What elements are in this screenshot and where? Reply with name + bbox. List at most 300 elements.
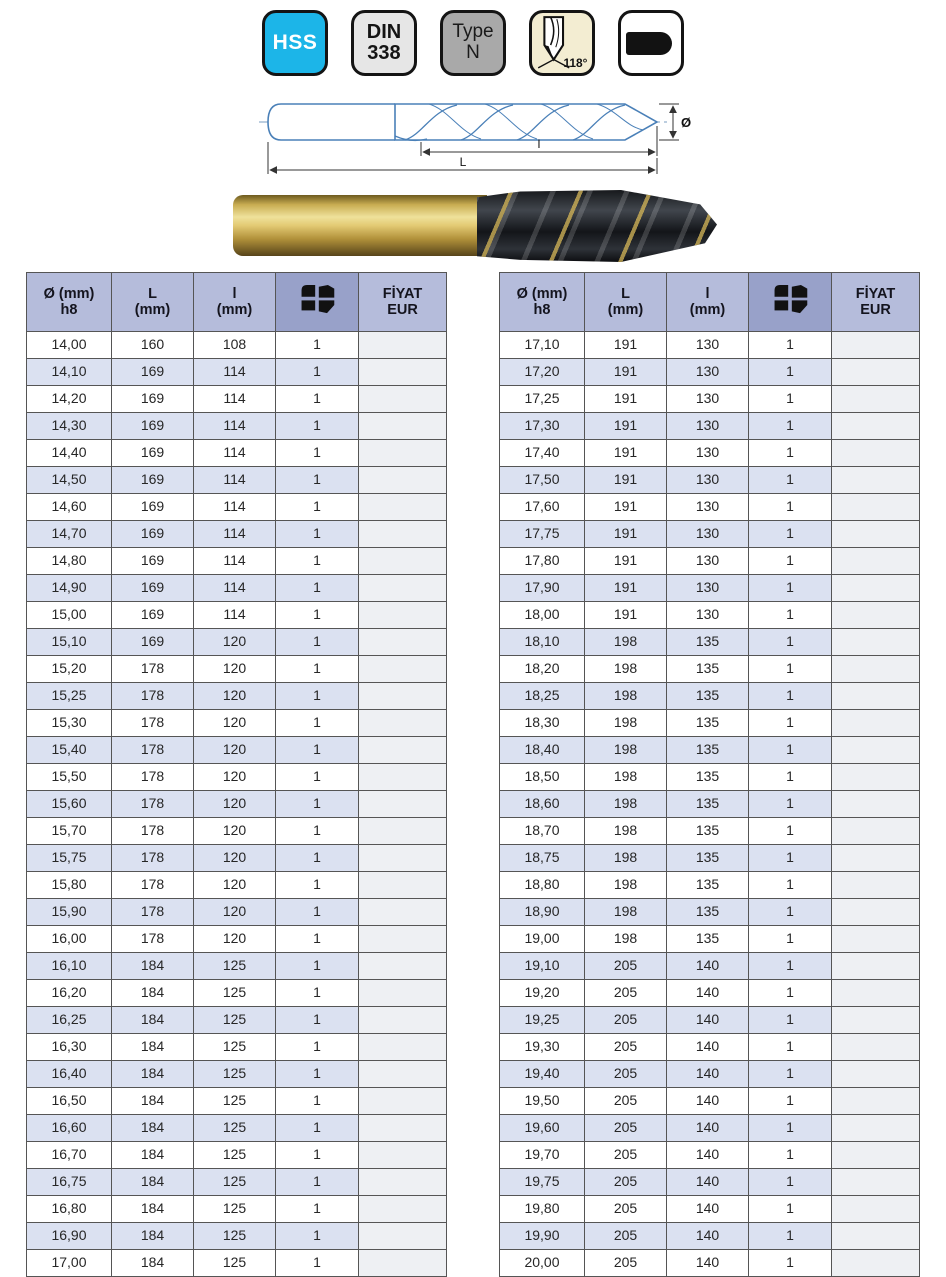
col-header-flute-length: l (mm) [194, 273, 276, 332]
price-cell [832, 899, 920, 926]
table-row [27, 494, 447, 521]
diameter-cell: 16,60 [27, 1115, 112, 1142]
total-length-cell: 191 [585, 332, 667, 359]
diameter-cell: 18,30 [500, 710, 585, 737]
price-cell [832, 1196, 920, 1223]
pack-qty-cell: 1 [276, 332, 359, 359]
diameter-cell: 19,10 [500, 953, 585, 980]
diameter-cell: 20,00 [500, 1250, 585, 1277]
flute-length-cell: 130 [667, 494, 749, 521]
diameter-cell: 15,00 [27, 602, 112, 629]
price-cell [359, 1007, 447, 1034]
table-row [500, 467, 920, 494]
diameter-cell: 14,90 [27, 575, 112, 602]
total-length-cell: 169 [112, 467, 194, 494]
col-header-diameter: Ø (mm) h8 [500, 273, 585, 332]
diameter-cell: 18,00 [500, 602, 585, 629]
total-length-cell: 184 [112, 1088, 194, 1115]
pack-qty-cell: 1 [276, 926, 359, 953]
price-cell [832, 1223, 920, 1250]
pack-qty-cell: 1 [749, 1142, 832, 1169]
table-row [27, 1169, 447, 1196]
price-cell [359, 926, 447, 953]
diameter-cell: 17,75 [500, 521, 585, 548]
flute-length-cell: 130 [667, 332, 749, 359]
price-cell [359, 575, 447, 602]
pack-qty-cell: 1 [276, 1034, 359, 1061]
pack-qty-cell: 1 [749, 953, 832, 980]
flute-length-cell: 114 [194, 413, 276, 440]
table-row [27, 359, 447, 386]
diameter-cell: 14,80 [27, 548, 112, 575]
total-length-cell: 184 [112, 953, 194, 980]
price-cell [359, 332, 447, 359]
price-cell [832, 575, 920, 602]
table-row [500, 1142, 920, 1169]
table-row [27, 926, 447, 953]
total-length-cell: 198 [585, 791, 667, 818]
flute-length-cell: 135 [667, 926, 749, 953]
price-cell [359, 413, 447, 440]
flute-length-cell: 135 [667, 629, 749, 656]
price-cell [832, 1007, 920, 1034]
diameter-cell: 15,50 [27, 764, 112, 791]
flute-length-cell: 140 [667, 1142, 749, 1169]
col-header-total-length: L (mm) [585, 273, 667, 332]
point-angle-badge [529, 10, 595, 76]
table-row [27, 764, 447, 791]
flute-length-cell: 120 [194, 629, 276, 656]
flute-length-cell: 120 [194, 872, 276, 899]
table-row [27, 683, 447, 710]
col-header-total-length: L (mm) [112, 273, 194, 332]
price-cell [832, 710, 920, 737]
total-length-cell: 191 [585, 494, 667, 521]
table-row [500, 386, 920, 413]
diameter-cell: 18,40 [500, 737, 585, 764]
table-row [27, 899, 447, 926]
pack-qty-cell: 1 [749, 683, 832, 710]
table-row [500, 710, 920, 737]
total-length-cell: 178 [112, 710, 194, 737]
table-row [500, 413, 920, 440]
flute-length-cell: 125 [194, 1061, 276, 1088]
table-row [500, 1007, 920, 1034]
table-row [500, 872, 920, 899]
diameter-dim-label: Ø [680, 115, 692, 130]
price-cell [359, 1250, 447, 1277]
price-cell [832, 332, 920, 359]
flute-length-cell: 135 [667, 845, 749, 872]
hss-badge [262, 10, 328, 76]
total-length-cell: 169 [112, 494, 194, 521]
diameter-cell: 17,25 [500, 386, 585, 413]
diameter-cell: 19,60 [500, 1115, 585, 1142]
table-row [27, 1034, 447, 1061]
flute-length-cell: 108 [194, 332, 276, 359]
total-length-cell: 178 [112, 791, 194, 818]
table-row [500, 1061, 920, 1088]
diameter-cell: 15,70 [27, 818, 112, 845]
flute-length-cell: 130 [667, 440, 749, 467]
total-length-cell: 198 [585, 710, 667, 737]
total-length-cell: 184 [112, 1223, 194, 1250]
diameter-cell: 16,75 [27, 1169, 112, 1196]
total-length-cell: 198 [585, 764, 667, 791]
total-length-cell: 198 [585, 926, 667, 953]
diameter-cell: 14,10 [27, 359, 112, 386]
pack-qty-cell: 1 [276, 467, 359, 494]
pack-qty-cell: 1 [276, 1115, 359, 1142]
price-cell [832, 845, 920, 872]
price-cell [832, 629, 920, 656]
diameter-cell: 15,30 [27, 710, 112, 737]
price-cell [359, 1142, 447, 1169]
flute-length-cell: 114 [194, 440, 276, 467]
flute-length-cell: 140 [667, 1007, 749, 1034]
diameter-cell: 19,25 [500, 1007, 585, 1034]
table-row [27, 872, 447, 899]
pack-qty-cell: 1 [749, 359, 832, 386]
pack-qty-cell: 1 [749, 710, 832, 737]
table-row [27, 440, 447, 467]
price-cell [359, 710, 447, 737]
pack-qty-cell: 1 [276, 521, 359, 548]
pack-qty-cell: 1 [749, 548, 832, 575]
pack-qty-cell: 1 [276, 440, 359, 467]
price-cell [832, 521, 920, 548]
pack-qty-cell: 1 [749, 1061, 832, 1088]
table-row [500, 1115, 920, 1142]
diameter-cell: 19,70 [500, 1142, 585, 1169]
table-row [27, 737, 447, 764]
size-table-left [26, 272, 447, 1277]
flute-length-cell: 120 [194, 710, 276, 737]
table-row [27, 1223, 447, 1250]
total-length-cell: 191 [585, 359, 667, 386]
total-length-cell: 178 [112, 737, 194, 764]
pack-qty-cell: 1 [276, 1169, 359, 1196]
pack-qty-cell: 1 [749, 791, 832, 818]
total-length-cell: 205 [585, 1034, 667, 1061]
price-cell [832, 656, 920, 683]
flute-length-cell: 135 [667, 764, 749, 791]
price-cell [359, 791, 447, 818]
pack-qty-cell: 1 [749, 926, 832, 953]
total-length-cell: 178 [112, 926, 194, 953]
cylindrical-shank-badge [618, 10, 684, 76]
flute-length-cell: 125 [194, 1169, 276, 1196]
diameter-cell: 18,60 [500, 791, 585, 818]
price-cell [359, 521, 447, 548]
flute-length-cell: 130 [667, 575, 749, 602]
price-cell [359, 764, 447, 791]
table-row [27, 1142, 447, 1169]
table-row [27, 656, 447, 683]
diameter-cell: 18,75 [500, 845, 585, 872]
total-length-cell: 169 [112, 548, 194, 575]
total-length-cell: 205 [585, 980, 667, 1007]
total-length-cell: 205 [585, 1196, 667, 1223]
total-length-cell: 205 [585, 953, 667, 980]
total-length-cell: 178 [112, 683, 194, 710]
drill-shank-image [233, 195, 487, 256]
price-cell [832, 548, 920, 575]
col-header-price: FİYAT EUR [359, 273, 447, 332]
total-length-cell: 191 [585, 521, 667, 548]
total-length-cell: 178 [112, 872, 194, 899]
pack-qty-cell: 1 [276, 1061, 359, 1088]
pack-qty-cell: 1 [749, 980, 832, 1007]
table-row [500, 521, 920, 548]
diameter-cell: 16,25 [27, 1007, 112, 1034]
drill-flutes-image [477, 190, 717, 262]
flute-length-cell: 125 [194, 1142, 276, 1169]
price-cell [832, 494, 920, 521]
table-row [27, 1088, 447, 1115]
table-row [27, 1007, 447, 1034]
pack-qty-cell: 1 [276, 1250, 359, 1277]
diameter-cell: 16,70 [27, 1142, 112, 1169]
pack-qty-cell: 1 [276, 683, 359, 710]
table-row [500, 629, 920, 656]
pack-qty-cell: 1 [749, 602, 832, 629]
total-length-cell: 191 [585, 575, 667, 602]
table-row [500, 899, 920, 926]
flute-length-cell: 125 [194, 1196, 276, 1223]
price-cell [832, 1061, 920, 1088]
pack-qty-cell: 1 [749, 1169, 832, 1196]
pack-qty-cell: 1 [276, 818, 359, 845]
price-cell [832, 440, 920, 467]
drill-point-angle-icon [533, 14, 591, 72]
pack-qty-cell: 1 [276, 764, 359, 791]
diameter-cell: 14,00 [27, 332, 112, 359]
table-row [500, 656, 920, 683]
flute-length-cell: 130 [667, 386, 749, 413]
total-length-cell: 198 [585, 818, 667, 845]
pack-qty-cell: 1 [276, 953, 359, 980]
total-length-cell: 184 [112, 1142, 194, 1169]
diameter-cell: 15,60 [27, 791, 112, 818]
diameter-cell: 19,80 [500, 1196, 585, 1223]
table-row [27, 332, 447, 359]
price-cell [359, 1115, 447, 1142]
price-cell [359, 386, 447, 413]
table-row [500, 683, 920, 710]
total-length-cell: 169 [112, 359, 194, 386]
table-header-row [500, 273, 920, 332]
diameter-cell: 16,40 [27, 1061, 112, 1088]
total-length-cell: 178 [112, 899, 194, 926]
diameter-cell: 19,20 [500, 980, 585, 1007]
flute-length-cell: 125 [194, 980, 276, 1007]
pack-qty-cell: 1 [276, 845, 359, 872]
total-length-cell: 169 [112, 440, 194, 467]
table-row [500, 980, 920, 1007]
price-cell [832, 980, 920, 1007]
price-cell [832, 764, 920, 791]
pack-qty-cell: 1 [749, 818, 832, 845]
diameter-cell: 18,80 [500, 872, 585, 899]
price-cell [359, 1169, 447, 1196]
pack-qty-cell: 1 [276, 1142, 359, 1169]
price-cell [359, 1088, 447, 1115]
total-length-cell: 205 [585, 1061, 667, 1088]
table-row [27, 845, 447, 872]
flute-length-cell: 140 [667, 1034, 749, 1061]
total-length-cell: 198 [585, 683, 667, 710]
price-cell [832, 737, 920, 764]
diameter-cell: 18,50 [500, 764, 585, 791]
table-row [27, 1250, 447, 1277]
pack-qty-cell: 1 [749, 629, 832, 656]
table-row [500, 926, 920, 953]
price-cell [359, 548, 447, 575]
table-row [500, 575, 920, 602]
total-length-cell: 198 [585, 845, 667, 872]
type-n-label: Type N [452, 21, 494, 63]
din-338-badge [351, 10, 417, 76]
pack-qty-cell: 1 [276, 413, 359, 440]
pack-qty-cell: 1 [276, 629, 359, 656]
flute-length-cell: 120 [194, 683, 276, 710]
col-header-diameter: Ø (mm) h8 [27, 273, 112, 332]
pack-qty-cell: 1 [276, 737, 359, 764]
flute-length-cell: 140 [667, 1223, 749, 1250]
table-row [500, 791, 920, 818]
table-row [500, 1250, 920, 1277]
price-cell [359, 440, 447, 467]
pack-qty-cell: 1 [276, 575, 359, 602]
total-length-cell: 198 [585, 899, 667, 926]
total-length-cell: 198 [585, 737, 667, 764]
table-row [500, 359, 920, 386]
pack-qty-cell: 1 [276, 872, 359, 899]
table-row [27, 953, 447, 980]
table-row [27, 521, 447, 548]
pack-qty-cell: 1 [749, 413, 832, 440]
pack-qty-cell: 1 [749, 1088, 832, 1115]
table-row [27, 1115, 447, 1142]
price-cell [832, 602, 920, 629]
pack-qty-cell: 1 [276, 1196, 359, 1223]
total-length-cell: 198 [585, 656, 667, 683]
flute-length-cell: 130 [667, 413, 749, 440]
diameter-cell: 18,25 [500, 683, 585, 710]
table-row [27, 818, 447, 845]
table-row [27, 629, 447, 656]
diameter-cell: 15,40 [27, 737, 112, 764]
diameter-cell: 16,80 [27, 1196, 112, 1223]
pack-qty-cell: 1 [276, 1088, 359, 1115]
flute-length-cell: 140 [667, 980, 749, 1007]
price-cell [359, 656, 447, 683]
flute-length-cell: 140 [667, 1088, 749, 1115]
diameter-cell: 16,20 [27, 980, 112, 1007]
pack-qty-cell: 1 [276, 710, 359, 737]
diameter-cell: 15,75 [27, 845, 112, 872]
table-row [27, 980, 447, 1007]
diameter-cell: 16,90 [27, 1223, 112, 1250]
diameter-cell: 14,50 [27, 467, 112, 494]
total-length-cell: 205 [585, 1223, 667, 1250]
total-length-cell: 205 [585, 1007, 667, 1034]
pack-qty-cell: 1 [749, 899, 832, 926]
package-quantity-icon [770, 283, 810, 316]
diameter-cell: 15,20 [27, 656, 112, 683]
flute-length-cell: 120 [194, 764, 276, 791]
price-cell [359, 494, 447, 521]
total-length-cell: 205 [585, 1250, 667, 1277]
price-cell [359, 1223, 447, 1250]
table-row [500, 845, 920, 872]
col-header-pack [276, 273, 359, 332]
flute-length-cell: 114 [194, 521, 276, 548]
flute-length-cell: 114 [194, 467, 276, 494]
diameter-cell: 14,60 [27, 494, 112, 521]
total-length-cell: 169 [112, 521, 194, 548]
col-header-flute-length: l (mm) [667, 273, 749, 332]
pack-qty-cell: 1 [749, 467, 832, 494]
flute-length-cell: 114 [194, 494, 276, 521]
total-length-cell: 205 [585, 1115, 667, 1142]
flute-length-cell: 120 [194, 845, 276, 872]
diameter-cell: 19,75 [500, 1169, 585, 1196]
diameter-cell: 15,90 [27, 899, 112, 926]
table-row [500, 548, 920, 575]
flute-length-cell: 120 [194, 791, 276, 818]
din-338-label: DIN 338 [366, 21, 402, 64]
total-length-cell: 184 [112, 1061, 194, 1088]
total-length-cell: 184 [112, 1034, 194, 1061]
pack-qty-cell: 1 [749, 656, 832, 683]
pack-qty-cell: 1 [749, 440, 832, 467]
drill-dimension-diagram [253, 92, 693, 180]
total-length-cell: 205 [585, 1142, 667, 1169]
total-length-dim-label: L [459, 155, 467, 169]
table-row [500, 1088, 920, 1115]
flute-length-cell: 125 [194, 1115, 276, 1142]
total-length-cell: 191 [585, 440, 667, 467]
price-cell [832, 791, 920, 818]
diameter-cell: 16,30 [27, 1034, 112, 1061]
pack-qty-cell: 1 [749, 521, 832, 548]
diameter-cell: 17,50 [500, 467, 585, 494]
pack-qty-cell: 1 [749, 494, 832, 521]
pack-qty-cell: 1 [749, 1034, 832, 1061]
total-length-cell: 198 [585, 629, 667, 656]
price-cell [832, 1088, 920, 1115]
table-row [27, 1196, 447, 1223]
flute-length-cell: 120 [194, 818, 276, 845]
flute-length-cell: 125 [194, 1088, 276, 1115]
table-row [27, 575, 447, 602]
price-cell [359, 953, 447, 980]
diameter-cell: 17,90 [500, 575, 585, 602]
price-cell [832, 683, 920, 710]
table-row [500, 332, 920, 359]
pack-qty-cell: 1 [749, 737, 832, 764]
table-row [27, 548, 447, 575]
total-length-cell: 169 [112, 602, 194, 629]
cylindrical-shank-icon [626, 32, 672, 55]
diameter-cell: 15,25 [27, 683, 112, 710]
total-length-cell: 169 [112, 629, 194, 656]
pack-qty-cell: 1 [749, 1223, 832, 1250]
pack-qty-cell: 1 [276, 1223, 359, 1250]
total-length-cell: 198 [585, 872, 667, 899]
